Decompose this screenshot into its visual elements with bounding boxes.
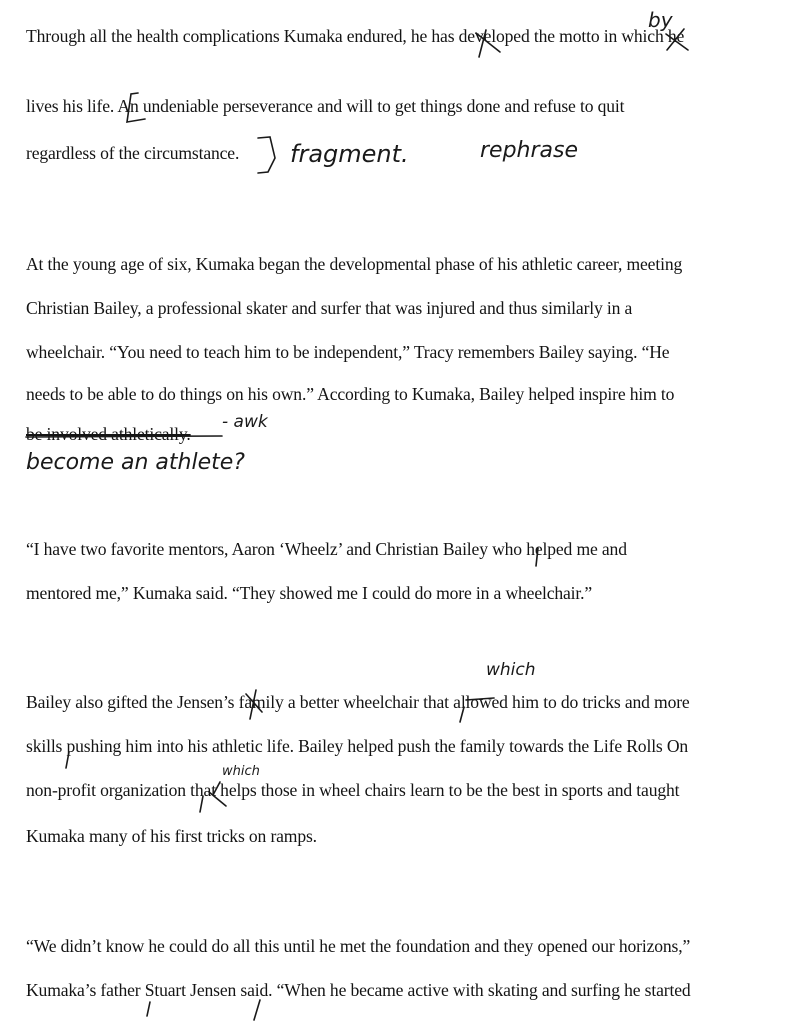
paragraph-5-line-1: “We didn’t know he could do all this until he met the foundation and they opened our horizons,” [26, 936, 691, 956]
paragraph-5-line-2: Kumaka’s father Stuart Jensen said. “When he became active with skating and surfing he started [26, 980, 691, 1000]
close-bracket [258, 137, 275, 173]
paragraph-2-line-4: needs to be able to do things on his own.” According to Kumaka, Bailey helped inspire him to [26, 384, 675, 404]
paragraph-4-line-2: skills pushing him into his athletic life. Bailey helped push the family towards the Life Rolls On [26, 736, 689, 756]
comma-mark-5 [147, 1002, 150, 1016]
paragraph-2-line-1: At the young age of six, Kumaka began the developmental phase of his athletic career, meeting [26, 254, 683, 274]
paragraph-4-line-3: non-profit organization that helps those in wheel chairs learn to be the best in sports and taught [26, 780, 680, 800]
annotation-awk: - awk [222, 412, 268, 432]
paragraph-1-line-1: Through all the health complications Kumaka endured, he has developed the motto in which he [26, 26, 685, 46]
paragraph-3-line-1: “I have two favorite mentors, Aaron ‘Wheelz’ and Christian Bailey who helped me and [26, 539, 627, 559]
paragraph-2-struck-text [26, 424, 191, 445]
paragraph-1-line-3: regardless of the circumstance. [26, 143, 240, 163]
paragraph-4-line-4: Kumaka many of his first tricks on ramps. [26, 826, 317, 846]
annotation-rephrase: rephrase [480, 138, 579, 163]
paragraph-1-line-2: lives his life. An undeniable perseverance and will to get things done and refuse to quit [26, 96, 625, 116]
paragraph-2-line-2: Christian Bailey, a professional skater and surfer that was injured and thus similarly in a [26, 298, 633, 318]
annotation-become-an-athlete: become an athlete? [26, 450, 245, 475]
paragraph-3-line-2: mentored me,” Kumaka said. “They showed me I could do more in a wheelchair.” [26, 583, 593, 603]
annotation-fragment: fragment. [290, 140, 409, 168]
annotation-by: by [648, 8, 673, 32]
struck-text: be involved athletically. [26, 424, 191, 444]
paragraph-4-line-1: Bailey also gifted the Jensen’s family a better wheelchair that allowed him to do tricks and more [26, 692, 690, 712]
annotation-which-2: which [222, 764, 260, 779]
paragraph-2-line-3: wheelchair. “You need to teach him to be independent,” Tracy remembers Bailey saying. “He [26, 342, 670, 362]
comma-mark-6 [254, 1000, 260, 1020]
annotation-which-1: which [486, 660, 536, 680]
